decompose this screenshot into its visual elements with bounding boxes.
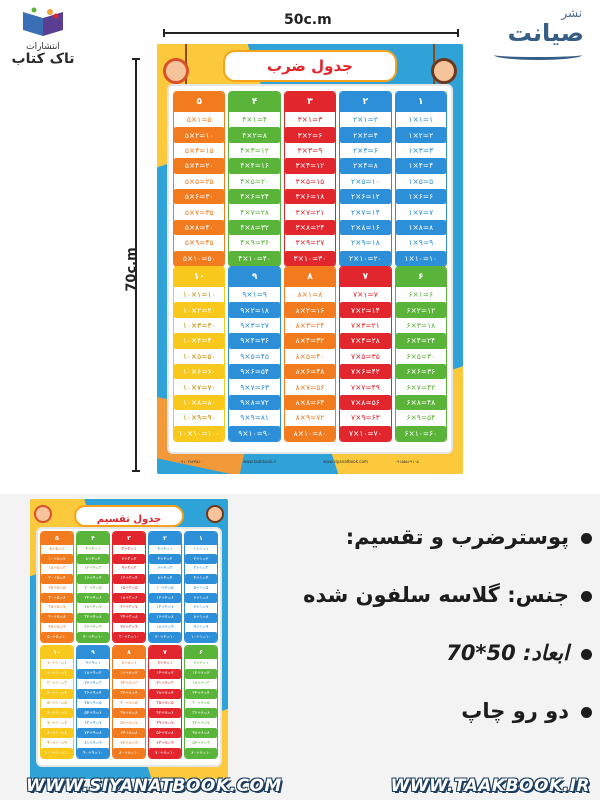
table-cell: ۹×۸=۷۲ xyxy=(229,395,279,410)
table-column xyxy=(339,266,391,442)
table-cell: ۱۴÷۲=۷ xyxy=(156,605,174,611)
table-cell: ۶×۹=۵۴ xyxy=(406,413,436,423)
table-cell: ۸×۱۰=۸۰ xyxy=(285,426,335,441)
table-cell: ۶۴÷۸=۸ xyxy=(113,728,145,738)
table-cell: ۷×۱۰=۷۰ xyxy=(340,426,390,441)
table-cell: ۶×۸=۴۸ xyxy=(396,395,446,410)
table-cell: ۷×۹=۶۳ xyxy=(351,413,380,423)
table-cell: ۵÷۱=۵ xyxy=(193,585,209,591)
table-cell: ۱۰÷۱=۱۰ xyxy=(185,632,217,642)
taak-logo-small: انتشارات xyxy=(26,42,60,52)
table-cell: ۶×۱=۶ xyxy=(408,290,434,300)
table-cell: ۴۰÷۸=۵ xyxy=(120,700,138,706)
table-cell: ۱۰×۱=۱۰ xyxy=(182,290,216,300)
taak-url[interactable]: WWW.TAAKBOOK.IR xyxy=(390,776,590,796)
table-cell: ۲۷÷۹=۳ xyxy=(84,681,102,687)
table-column xyxy=(284,91,336,267)
table-column xyxy=(228,91,280,267)
table-column xyxy=(228,266,280,442)
kid-right-illustration xyxy=(431,58,457,84)
table-cell: ۳×۴=۱۲ xyxy=(285,158,335,173)
division-title: جدول تقسیم xyxy=(96,514,162,525)
table-cell: ۳×۷=۲۱ xyxy=(295,207,325,217)
column-header: ۴ xyxy=(77,532,109,545)
table-cell: ۵÷۵=۱ xyxy=(49,547,65,553)
height-dimension-label: 70c.m xyxy=(124,247,140,292)
table-column xyxy=(40,645,74,759)
table-cell: ۳۵÷۷=۵ xyxy=(156,700,174,706)
table-cell: ۱۵÷۳=۵ xyxy=(120,585,138,591)
kid-left-illustration xyxy=(163,58,189,84)
poster-title-banner xyxy=(223,50,397,82)
table-cell: ۳×۳=۹ xyxy=(297,145,323,155)
table-cell: ۴۲÷۶=۷ xyxy=(192,720,210,726)
table-cell: ۸×۷=۵۶ xyxy=(295,382,325,392)
column-header: ۵ xyxy=(174,92,224,112)
multiplication-poster xyxy=(157,44,463,474)
table-cell: ۵۴÷۹=۶ xyxy=(77,708,109,718)
table-cell: ۳۲÷۸=۴ xyxy=(113,689,145,699)
table-cell: ۶×۱۰=۶۰ xyxy=(396,426,446,441)
feature-text: پوسترضرب و تقسیم: xyxy=(345,525,569,549)
table-cell: ۲۰÷۲=۱۰ xyxy=(149,632,181,642)
column-header: ۹ xyxy=(229,267,279,287)
table-column xyxy=(339,91,391,267)
table-cell: ۱۲÷۲=۶ xyxy=(149,593,181,603)
table-cell: ۵×۱۰=۵۰ xyxy=(174,251,224,266)
table-cell: ۱۰×۹=۹۰ xyxy=(182,413,216,423)
book-icon xyxy=(20,6,66,40)
table-cell: ۷×۷=۴۹ xyxy=(351,382,380,392)
siyanat-logo-small: نشر xyxy=(561,6,582,20)
table-cell: ۹×۶=۵۴ xyxy=(229,364,279,379)
table-column xyxy=(173,91,225,267)
table-cell: ۲۰÷۴=۵ xyxy=(84,585,102,591)
table-cell: ۶×۳=۱۸ xyxy=(406,320,436,330)
table-cell: ۸×۳=۲۴ xyxy=(295,320,325,330)
column-header: ۱ xyxy=(396,92,446,112)
bullet-dot xyxy=(581,533,592,544)
table-cell: ۱۰۰÷۱۰=۱۰ xyxy=(41,748,73,758)
footer-url-left: www.taakbook.ir xyxy=(243,459,277,464)
table-cell: ۱×۳=۳ xyxy=(408,145,434,155)
table-cell: ۲×۴=۸ xyxy=(340,158,390,173)
table-cell: ۱۰×۴=۴۰ xyxy=(174,333,224,348)
table-cell: ۵×۶=۳۰ xyxy=(174,189,224,204)
table-cell: ۴۵÷۹=۵ xyxy=(84,700,102,706)
table-cell: ۷۰÷۷=۱۰ xyxy=(149,748,181,758)
table-cell: ۳۰÷۶=۵ xyxy=(192,700,210,706)
table-column xyxy=(184,645,218,759)
table-cell: ۵×۳=۱۵ xyxy=(184,145,214,155)
table-cell: ۳×۶=۱۸ xyxy=(285,189,335,204)
table-cell: ۷÷۷=۱ xyxy=(157,661,173,667)
table-cell: ۲۱÷۳=۷ xyxy=(120,605,138,611)
column-header: ۴ xyxy=(229,92,279,112)
column-header: ۶ xyxy=(396,267,446,287)
table-cell: ۴×۸=۳۲ xyxy=(229,220,279,235)
table-cell: ۱۰×۶=۶۰ xyxy=(174,364,224,379)
table-cell: ۱۲÷۶=۲ xyxy=(185,669,217,679)
table-cell: ۲۸÷۴=۷ xyxy=(84,605,102,611)
table-cell: ۲×۳=۶ xyxy=(353,145,378,155)
table-cell: ۱۰×۲=۲۰ xyxy=(174,302,224,317)
table-cell: ۱×۵=۵ xyxy=(408,176,434,186)
taak-logo-big: تاک کتاب xyxy=(11,51,75,67)
table-cell: ۲۴÷۸=۳ xyxy=(120,681,138,687)
table-cell: ۹۰÷۹=۱۰ xyxy=(77,748,109,758)
table-cell: ۱×۹=۹ xyxy=(408,238,434,248)
table-cell: ۲۴÷۳=۸ xyxy=(113,613,145,623)
table-cell: ۵۰÷۵=۱۰ xyxy=(41,632,73,642)
column-header: ۸ xyxy=(113,646,145,659)
footer-url-right: www.siyanatbook.com xyxy=(323,459,368,464)
table-cell: ۴×۱=۴ xyxy=(242,115,267,125)
table-cell: ۲÷۱=۲ xyxy=(185,554,217,564)
table-cell: ۶۰÷۶=۱۰ xyxy=(185,748,217,758)
table-cell: ۵×۹=۴۵ xyxy=(184,238,214,248)
column-header: ۱۰ xyxy=(41,646,73,659)
table-cell: ۷۰÷۱۰=۷ xyxy=(47,720,67,726)
table-cell: ۸÷۴=۲ xyxy=(77,554,109,564)
table-cell: ۱۶÷۲=۸ xyxy=(149,613,181,623)
table-cell: ۱×۷=۷ xyxy=(408,207,434,217)
column-header: ۲ xyxy=(340,92,390,112)
table-cell: ۲×۱۰=۲۰ xyxy=(340,251,390,266)
table-cell: ۵۶÷۷=۸ xyxy=(149,728,181,738)
table-cell: ۱۰×۷=۷۰ xyxy=(182,382,216,392)
table-cell: ۹÷۹=۱ xyxy=(85,661,101,667)
table-cell: ۴×۵=۲۰ xyxy=(240,176,269,186)
table-cell: ۲×۲=۴ xyxy=(340,127,390,142)
table-cell: ۹۰÷۱۰=۹ xyxy=(47,740,67,746)
table-cell: ۷۲÷۹=۸ xyxy=(77,728,109,738)
table-cell: ۳۲÷۴=۸ xyxy=(77,613,109,623)
table-cell: ۴÷۴=۱ xyxy=(85,547,101,553)
table-cell: ۲۱÷۷=۳ xyxy=(156,681,174,687)
table-column xyxy=(76,645,110,759)
table-cell: ۳۶÷۶=۶ xyxy=(185,708,217,718)
table-cell: ۳۶÷۹=۴ xyxy=(77,689,109,699)
column-header: ۲ xyxy=(149,532,181,545)
table-cell: ۹×۵=۴۵ xyxy=(240,351,269,361)
table-cell: ۸۰÷۸=۱۰ xyxy=(113,748,145,758)
table-cell: ۸×۲=۱۶ xyxy=(285,302,335,317)
footer-phone-left: ۰۹۱۰۲۸۴۳۵۱۰ xyxy=(179,459,203,464)
table-cell: ۴۸÷۸=۶ xyxy=(113,708,145,718)
table-cell: ۱×۸=۸ xyxy=(396,220,446,235)
table-cell: ۲۴÷۶=۴ xyxy=(185,689,217,699)
table-cell: ۳۵÷۵=۷ xyxy=(48,605,66,611)
table-cell: ۱۸÷۶=۳ xyxy=(192,681,210,687)
table-column xyxy=(112,531,146,643)
table-cell: ۸×۶=۴۸ xyxy=(285,364,335,379)
table-cell: ۸÷۱=۸ xyxy=(185,613,217,623)
kid-right-illustration-small xyxy=(206,505,224,523)
table-cell: ۱×۱۰=۱۰ xyxy=(396,251,446,266)
table-cell: ۹×۴=۳۶ xyxy=(229,333,279,348)
table-cell: ۸×۸=۶۴ xyxy=(285,395,335,410)
table-cell: ۸۰÷۱۰=۸ xyxy=(41,728,73,738)
table-cell: ۴۰÷۱۰=۴ xyxy=(41,689,73,699)
column-header: ۳ xyxy=(113,532,145,545)
table-cell: ۱۶÷۸=۲ xyxy=(113,669,145,679)
table-cell: ۱۰×۵=۵۰ xyxy=(182,351,216,361)
feature-list xyxy=(262,508,592,740)
table-cell: ۱۲÷۴=۳ xyxy=(84,566,102,572)
table-cell: ۸×۵=۴۰ xyxy=(295,351,325,361)
table-cell: ۳۰÷۳=۱۰ xyxy=(113,632,145,642)
table-cell: ۵۶÷۸=۷ xyxy=(120,720,138,726)
taak-logo xyxy=(8,6,78,80)
table-cell: ۹×۳=۲۷ xyxy=(240,320,269,330)
table-cell: ۸×۹=۷۲ xyxy=(295,413,325,423)
feature-item xyxy=(262,508,592,566)
table-cell: ۳×۸=۲۴ xyxy=(285,220,335,235)
table-cell: ۱×۶=۶ xyxy=(396,189,446,204)
kid-left-illustration-small xyxy=(34,505,52,523)
table-cell: ۵×۴=۲۰ xyxy=(174,158,224,173)
table-cell: ۶۰÷۱۰=۶ xyxy=(41,708,73,718)
column-header: ۱ xyxy=(185,532,217,545)
table-cell: ۱×۲=۲ xyxy=(396,127,446,142)
siyanat-logo xyxy=(482,6,592,62)
feature-text: دو رو چاپ xyxy=(461,699,569,723)
table-cell: ۱۰÷۱۰=۱ xyxy=(47,661,67,667)
bullet-dot xyxy=(581,707,592,718)
table-cell: ۴۹÷۷=۷ xyxy=(156,720,174,726)
table-column xyxy=(76,531,110,643)
table-cell: ۷×۵=۳۵ xyxy=(351,351,380,361)
table-cell: ۴×۹=۳۶ xyxy=(240,238,269,248)
table-cell: ۹÷۱=۹ xyxy=(193,624,209,630)
table-cell: ۳×۱=۳ xyxy=(297,115,323,125)
table-cell: ۱۵÷۵=۳ xyxy=(48,566,66,572)
table-column xyxy=(395,91,447,267)
table-cell: ۱۰×۱۰=۱۰۰ xyxy=(174,426,224,441)
table-cell: ۵۴÷۶=۹ xyxy=(192,740,210,746)
table-cell: ۵×۱=۵ xyxy=(186,115,212,125)
column-header: ۷ xyxy=(149,646,181,659)
table-cell: ۵×۵=۲۵ xyxy=(184,176,214,186)
table-cell: ۳×۱۰=۳۰ xyxy=(285,251,335,266)
table-cell: ۹÷۳=۳ xyxy=(121,566,137,572)
siyanat-url[interactable]: WWW.SIYANATBOOK.COM xyxy=(26,776,282,796)
table-cell: ۶÷۲=۳ xyxy=(157,566,173,572)
siyanat-logo-big: صیانت xyxy=(507,19,584,47)
table-cell: ۱۶÷۴=۴ xyxy=(77,574,109,584)
column-header: ۱۰ xyxy=(174,267,224,287)
table-cell: ۴×۲=۸ xyxy=(229,127,279,142)
table-cell: ۶×۶=۳۶ xyxy=(396,364,446,379)
table-cell: ۸×۱=۸ xyxy=(297,290,323,300)
table-cell: ۲×۵=۱۰ xyxy=(351,176,380,186)
table-cell: ۲۴÷۴=۶ xyxy=(77,593,109,603)
poster-title: جدول ضرب xyxy=(267,57,353,75)
table-cell: ۵×۲=۱۰ xyxy=(174,127,224,142)
table-cell: ۳÷۳=۱ xyxy=(121,547,137,553)
width-dimension-line xyxy=(163,32,459,34)
table-cell: ۶÷۱=۶ xyxy=(185,593,217,603)
column-header: ۳ xyxy=(285,92,335,112)
feature-item xyxy=(262,682,592,740)
table-cell: ۶۳÷۷=۹ xyxy=(156,740,174,746)
table-cell: ۵×۷=۳۵ xyxy=(184,207,214,217)
table-column xyxy=(148,645,182,759)
footer-phone-right: ۰۹۱۵۵۸۶۹۱۰۵ xyxy=(395,459,419,464)
table-cell: ۹×۱=۹ xyxy=(242,290,267,300)
table-cell: ۴×۱۰=۴۰ xyxy=(229,251,279,266)
table-cell: ۴۸÷۶=۸ xyxy=(185,728,217,738)
table-cell: ۲۰÷۵=۴ xyxy=(41,574,73,584)
table-cell: ۲۸÷۷=۴ xyxy=(149,689,181,699)
table-cell: ۶×۵=۳۰ xyxy=(406,351,436,361)
table-cell: ۴۲÷۷=۶ xyxy=(149,708,181,718)
table-cell: ۹×۷=۶۳ xyxy=(240,382,269,392)
table-cell: ۲÷۲=۱ xyxy=(157,547,173,553)
division-poster xyxy=(30,499,228,779)
table-cell: ۴÷۱=۴ xyxy=(185,574,217,584)
table-cell: ۴×۳=۱۲ xyxy=(240,145,269,155)
table-cell: ۸×۴=۳۲ xyxy=(285,333,335,348)
table-cell: ۲۰÷۱۰=۲ xyxy=(41,669,73,679)
table-column xyxy=(184,531,218,643)
table-column xyxy=(173,266,225,442)
table-cell: ۷×۸=۵۶ xyxy=(340,395,390,410)
table-cell: ۵۰÷۱۰=۵ xyxy=(47,700,67,706)
table-cell: ۷×۴=۲۸ xyxy=(340,333,390,348)
multiplication-grid-top xyxy=(173,91,447,267)
table-cell: ۷×۲=۱۴ xyxy=(340,302,390,317)
column-header: ۹ xyxy=(77,646,109,659)
table-cell: ۵×۸=۴۰ xyxy=(174,220,224,235)
table-cell: ۶×۴=۲۴ xyxy=(396,333,446,348)
table-cell: ۶÷۳=۲ xyxy=(113,554,145,564)
table-cell: ۴×۴=۱۶ xyxy=(229,158,279,173)
table-cell: ۱÷۱=۱ xyxy=(193,547,209,553)
table-cell: ۷÷۱=۷ xyxy=(193,605,209,611)
table-cell: ۳۶÷۴=۹ xyxy=(84,624,102,630)
table-cell: ۲×۶=۱۲ xyxy=(340,189,390,204)
table-cell: ۲×۹=۱۸ xyxy=(351,238,380,248)
table-cell: ۱۸÷۹=۲ xyxy=(77,669,109,679)
table-cell: ۳×۲=۶ xyxy=(285,127,335,142)
feature-text: جنس: گلاسه سلفون شده xyxy=(303,583,569,607)
bullet-dot xyxy=(581,591,592,602)
table-cell: ۴×۶=۲۴ xyxy=(229,189,279,204)
table-cell: ۹×۹=۸۱ xyxy=(240,413,269,423)
table-cell: ۱۸÷۲=۹ xyxy=(156,624,174,630)
table-cell: ۱۰×۸=۸۰ xyxy=(174,395,224,410)
table-cell: ۱×۴=۴ xyxy=(396,158,446,173)
table-cell: ۴۰÷۴=۱۰ xyxy=(77,632,109,642)
table-column xyxy=(40,531,74,643)
division-grid-bottom xyxy=(40,645,218,759)
table-column xyxy=(148,531,182,643)
feature-item xyxy=(262,624,592,682)
table-cell: ۱۴÷۷=۲ xyxy=(149,669,181,679)
table-cell: ۴۵÷۵=۹ xyxy=(48,624,66,630)
table-cell: ۴÷۲=۲ xyxy=(149,554,181,564)
table-cell: ۸۱÷۹=۹ xyxy=(84,740,102,746)
column-header: ۶ xyxy=(185,646,217,659)
table-cell: ۷×۶=۴۲ xyxy=(340,364,390,379)
feature-item xyxy=(262,566,592,624)
table-cell: ۲×۱=۲ xyxy=(353,115,378,125)
table-cell: ۶×۷=۴۲ xyxy=(406,382,436,392)
table-cell: ۴×۷=۲۸ xyxy=(240,207,269,217)
division-title-banner xyxy=(74,505,184,527)
table-cell: ۹×۱۰=۹۰ xyxy=(229,426,279,441)
table-cell: ۸÷۲=۴ xyxy=(149,574,181,584)
table-cell: ۳×۵=۱۵ xyxy=(295,176,325,186)
table-cell: ۸÷۸=۱ xyxy=(121,661,137,667)
table-cell: ۲۷÷۳=۹ xyxy=(120,624,138,630)
table-column xyxy=(112,645,146,759)
table-cell: ۶÷۶=۱ xyxy=(193,661,209,667)
table-cell: ۷۲÷۸=۹ xyxy=(120,740,138,746)
table-column xyxy=(395,266,447,442)
column-header: ۷ xyxy=(340,267,390,287)
table-cell: ۱۲÷۳=۴ xyxy=(113,574,145,584)
table-cell: ۳۰÷۱۰=۳ xyxy=(47,681,67,687)
feature-text: ابعاد: 50*70 xyxy=(446,641,569,665)
width-dimension-label: 50c.m xyxy=(284,12,332,28)
multiplication-grid-bottom xyxy=(173,266,447,442)
table-cell: ۲×۸=۱۶ xyxy=(340,220,390,235)
open-book-icon xyxy=(494,50,582,60)
table-cell: ۶×۲=۱۲ xyxy=(396,302,446,317)
bullet-dot xyxy=(581,649,592,660)
table-cell: ۱۰÷۲=۵ xyxy=(156,585,174,591)
table-cell: ۱×۱=۱ xyxy=(408,115,434,125)
table-cell: ۱۰÷۵=۲ xyxy=(41,554,73,564)
table-cell: ۳×۹=۲۷ xyxy=(295,238,325,248)
table-cell: ۴۰÷۵=۸ xyxy=(41,613,73,623)
table-cell: ۷×۳=۲۱ xyxy=(351,320,380,330)
table-cell: ۶۳÷۹=۷ xyxy=(84,720,102,726)
division-grid-top xyxy=(40,531,218,643)
table-cell: ۳÷۱=۳ xyxy=(193,566,209,572)
table-cell: ۲۵÷۵=۵ xyxy=(48,585,66,591)
table-cell: ۱۰×۳=۳۰ xyxy=(182,320,216,330)
column-header: ۸ xyxy=(285,267,335,287)
table-cell: ۱۸÷۳=۶ xyxy=(113,593,145,603)
table-cell: ۷×۱=۷ xyxy=(353,290,378,300)
table-cell: ۳۰÷۵=۶ xyxy=(41,593,73,603)
table-cell: ۲×۷=۱۴ xyxy=(351,207,380,217)
table-column xyxy=(284,266,336,442)
table-cell: ۹×۲=۱۸ xyxy=(229,302,279,317)
column-header: ۵ xyxy=(41,532,73,545)
